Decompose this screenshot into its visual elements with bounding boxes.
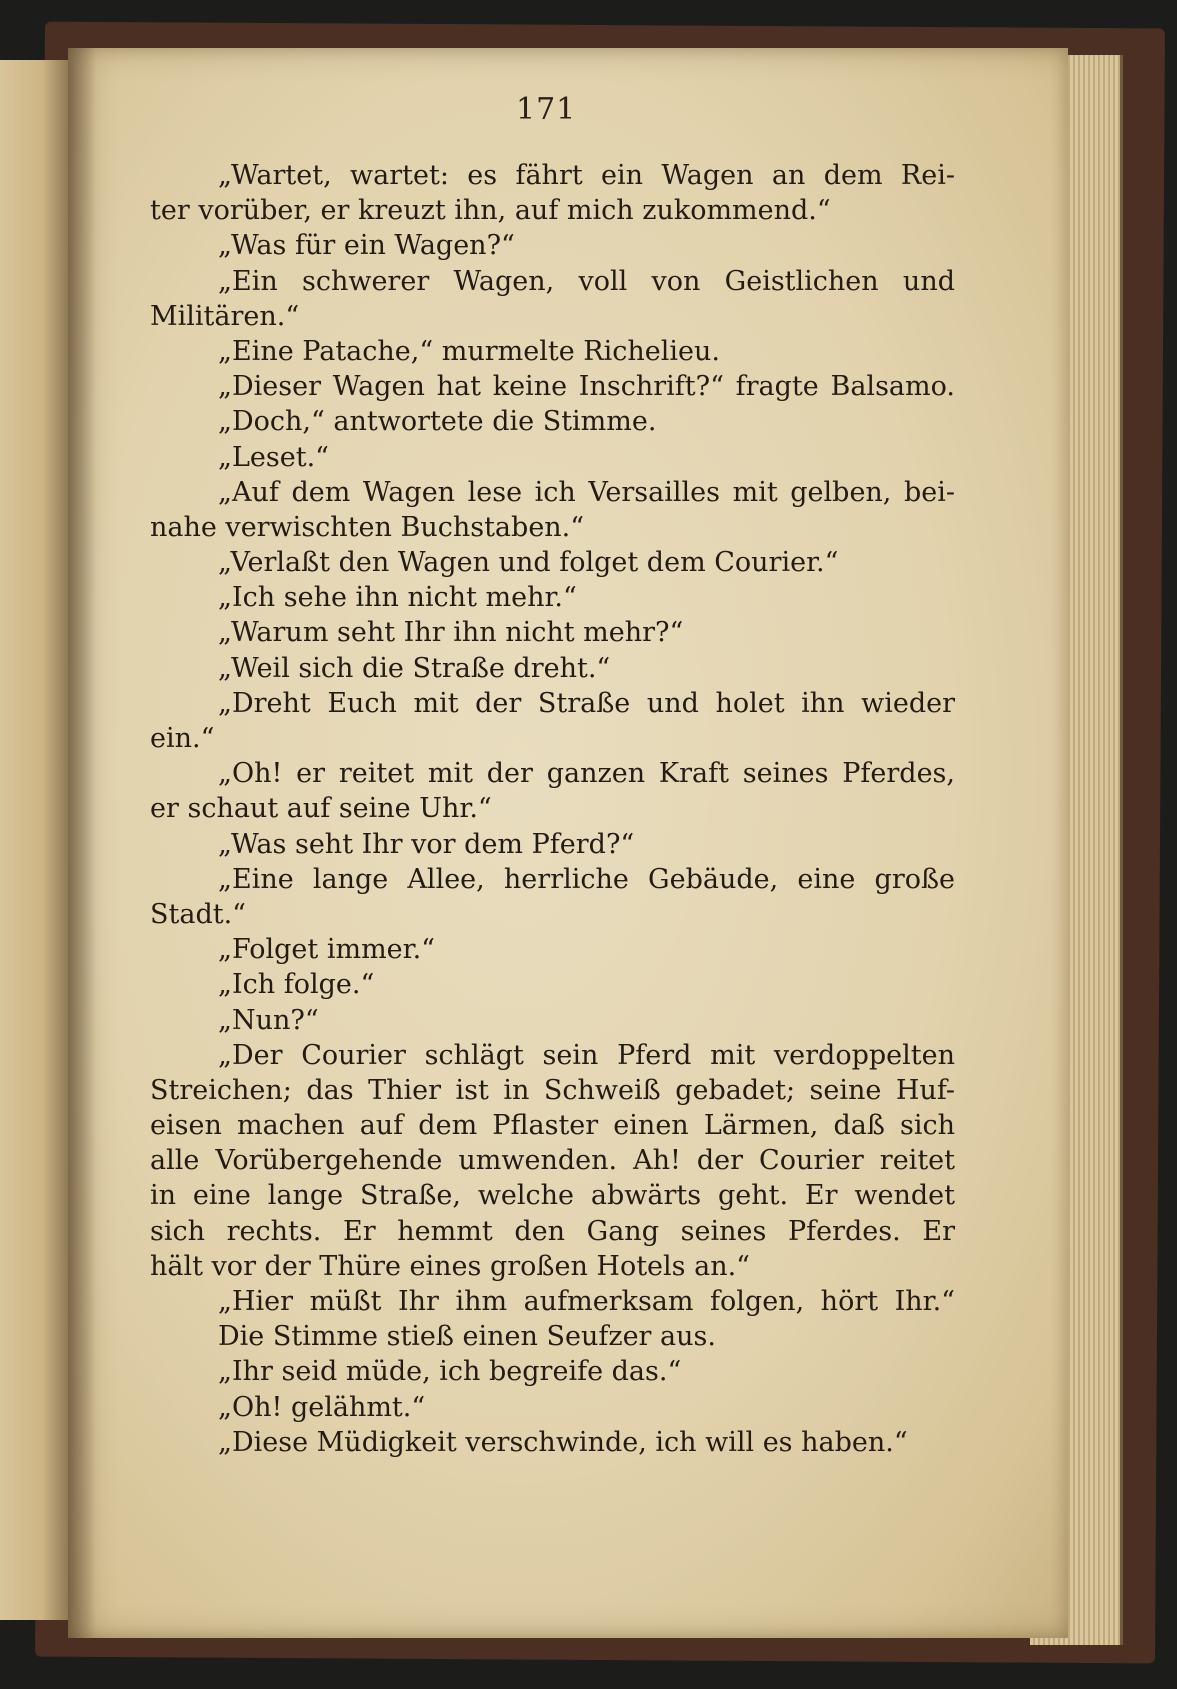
text-line: „Dieser Wagen hat keine Inschrift?“ fragte Balsamo. [218, 371, 955, 403]
text-line: „Was für ein Wagen?“ [218, 230, 515, 262]
text-line: ter vorüber, er kreuzt ihn, auf mich zukommend.“ [150, 195, 831, 227]
text-line: „Eine Patache,“ murmelte Richelieu. [218, 335, 720, 367]
text-line: „Doch,“ antwortete die Stimme. [218, 406, 657, 438]
text-line: „Oh! gelähmt.“ [218, 1391, 426, 1423]
left-facing-page-edge [0, 60, 70, 1620]
text-line: in eine lange Straße, welche abwärts geht. Er wendet [150, 1180, 955, 1212]
text-line: sich rechts. Er hemmt den Gang seines Pferdes. Er [150, 1215, 955, 1247]
text-line: Die Stimme stieß einen Seufzer aus. [218, 1321, 716, 1353]
text-line: „Oh! er reitet mit der ganzen Kraft seines Pferdes, [218, 758, 955, 790]
page-number: 171 [516, 92, 577, 127]
text-line: „Ich folge.“ [218, 969, 375, 1001]
text-line: „Leset.“ [218, 441, 329, 473]
text-line: eisen machen auf dem Pflaster einen Lärmen, daß sich [150, 1110, 955, 1142]
text-line: ein.“ [150, 723, 215, 754]
text-line: „Hier müßt Ihr ihm aufmerksam folgen, hört Ihr.“ [218, 1286, 955, 1317]
text-line: Stadt.“ [150, 898, 246, 930]
text-line: „Ihr seid müde, ich begreife das.“ [218, 1356, 682, 1388]
text-line: „Verlaßt den Wagen und folget dem Courier.“ [218, 547, 839, 579]
text-line: „Nun?“ [218, 1004, 319, 1036]
text-line: er schaut auf seine Uhr.“ [150, 793, 492, 825]
text-line: „Der Courier schlägt sein Pferd mit verdoppelten [218, 1039, 955, 1071]
text-line: „Diese Müdigkeit verschwinde, ich will es haben.“ [218, 1426, 908, 1458]
text-line: Streichen; das Thier ist in Schweiß gebadet; seine Huf- [150, 1074, 955, 1106]
text-line: „Eine lange Allee, herrliche Gebäude, eine große [218, 863, 955, 895]
text-line: „Dreht Euch mit der Straße und holet ihn wieder [218, 687, 955, 719]
text-line: nahe verwischten Buchstaben.“ [150, 511, 585, 543]
text-line: „Warum seht Ihr ihn nicht mehr?“ [218, 617, 684, 649]
text-line: „Folget immer.“ [218, 934, 435, 966]
text-line: alle Vorübergehende umwenden. Ah! der Courier reitet [150, 1145, 955, 1177]
text-line: „Ein schwerer Wagen, voll von Geistlichen und [218, 265, 955, 297]
text-line: Militären.“ [150, 300, 300, 332]
text-line: hält vor der Thüre eines großen Hotels an.“ [150, 1250, 750, 1282]
text-line: „Weil sich die Straße dreht.“ [218, 652, 611, 684]
text-line: „Auf dem Wagen lese ich Versailles mit gelben, bei- [218, 476, 955, 508]
spine-shadow [68, 48, 96, 1638]
page-text-block [150, 158, 955, 1460]
text-line: „Was seht Ihr vor dem Pferd?“ [218, 828, 635, 860]
text-line: „Ich sehe ihn nicht mehr.“ [218, 582, 577, 614]
text-line: „Wartet, wartet: es fährt ein Wagen an dem Rei- [218, 160, 955, 191]
